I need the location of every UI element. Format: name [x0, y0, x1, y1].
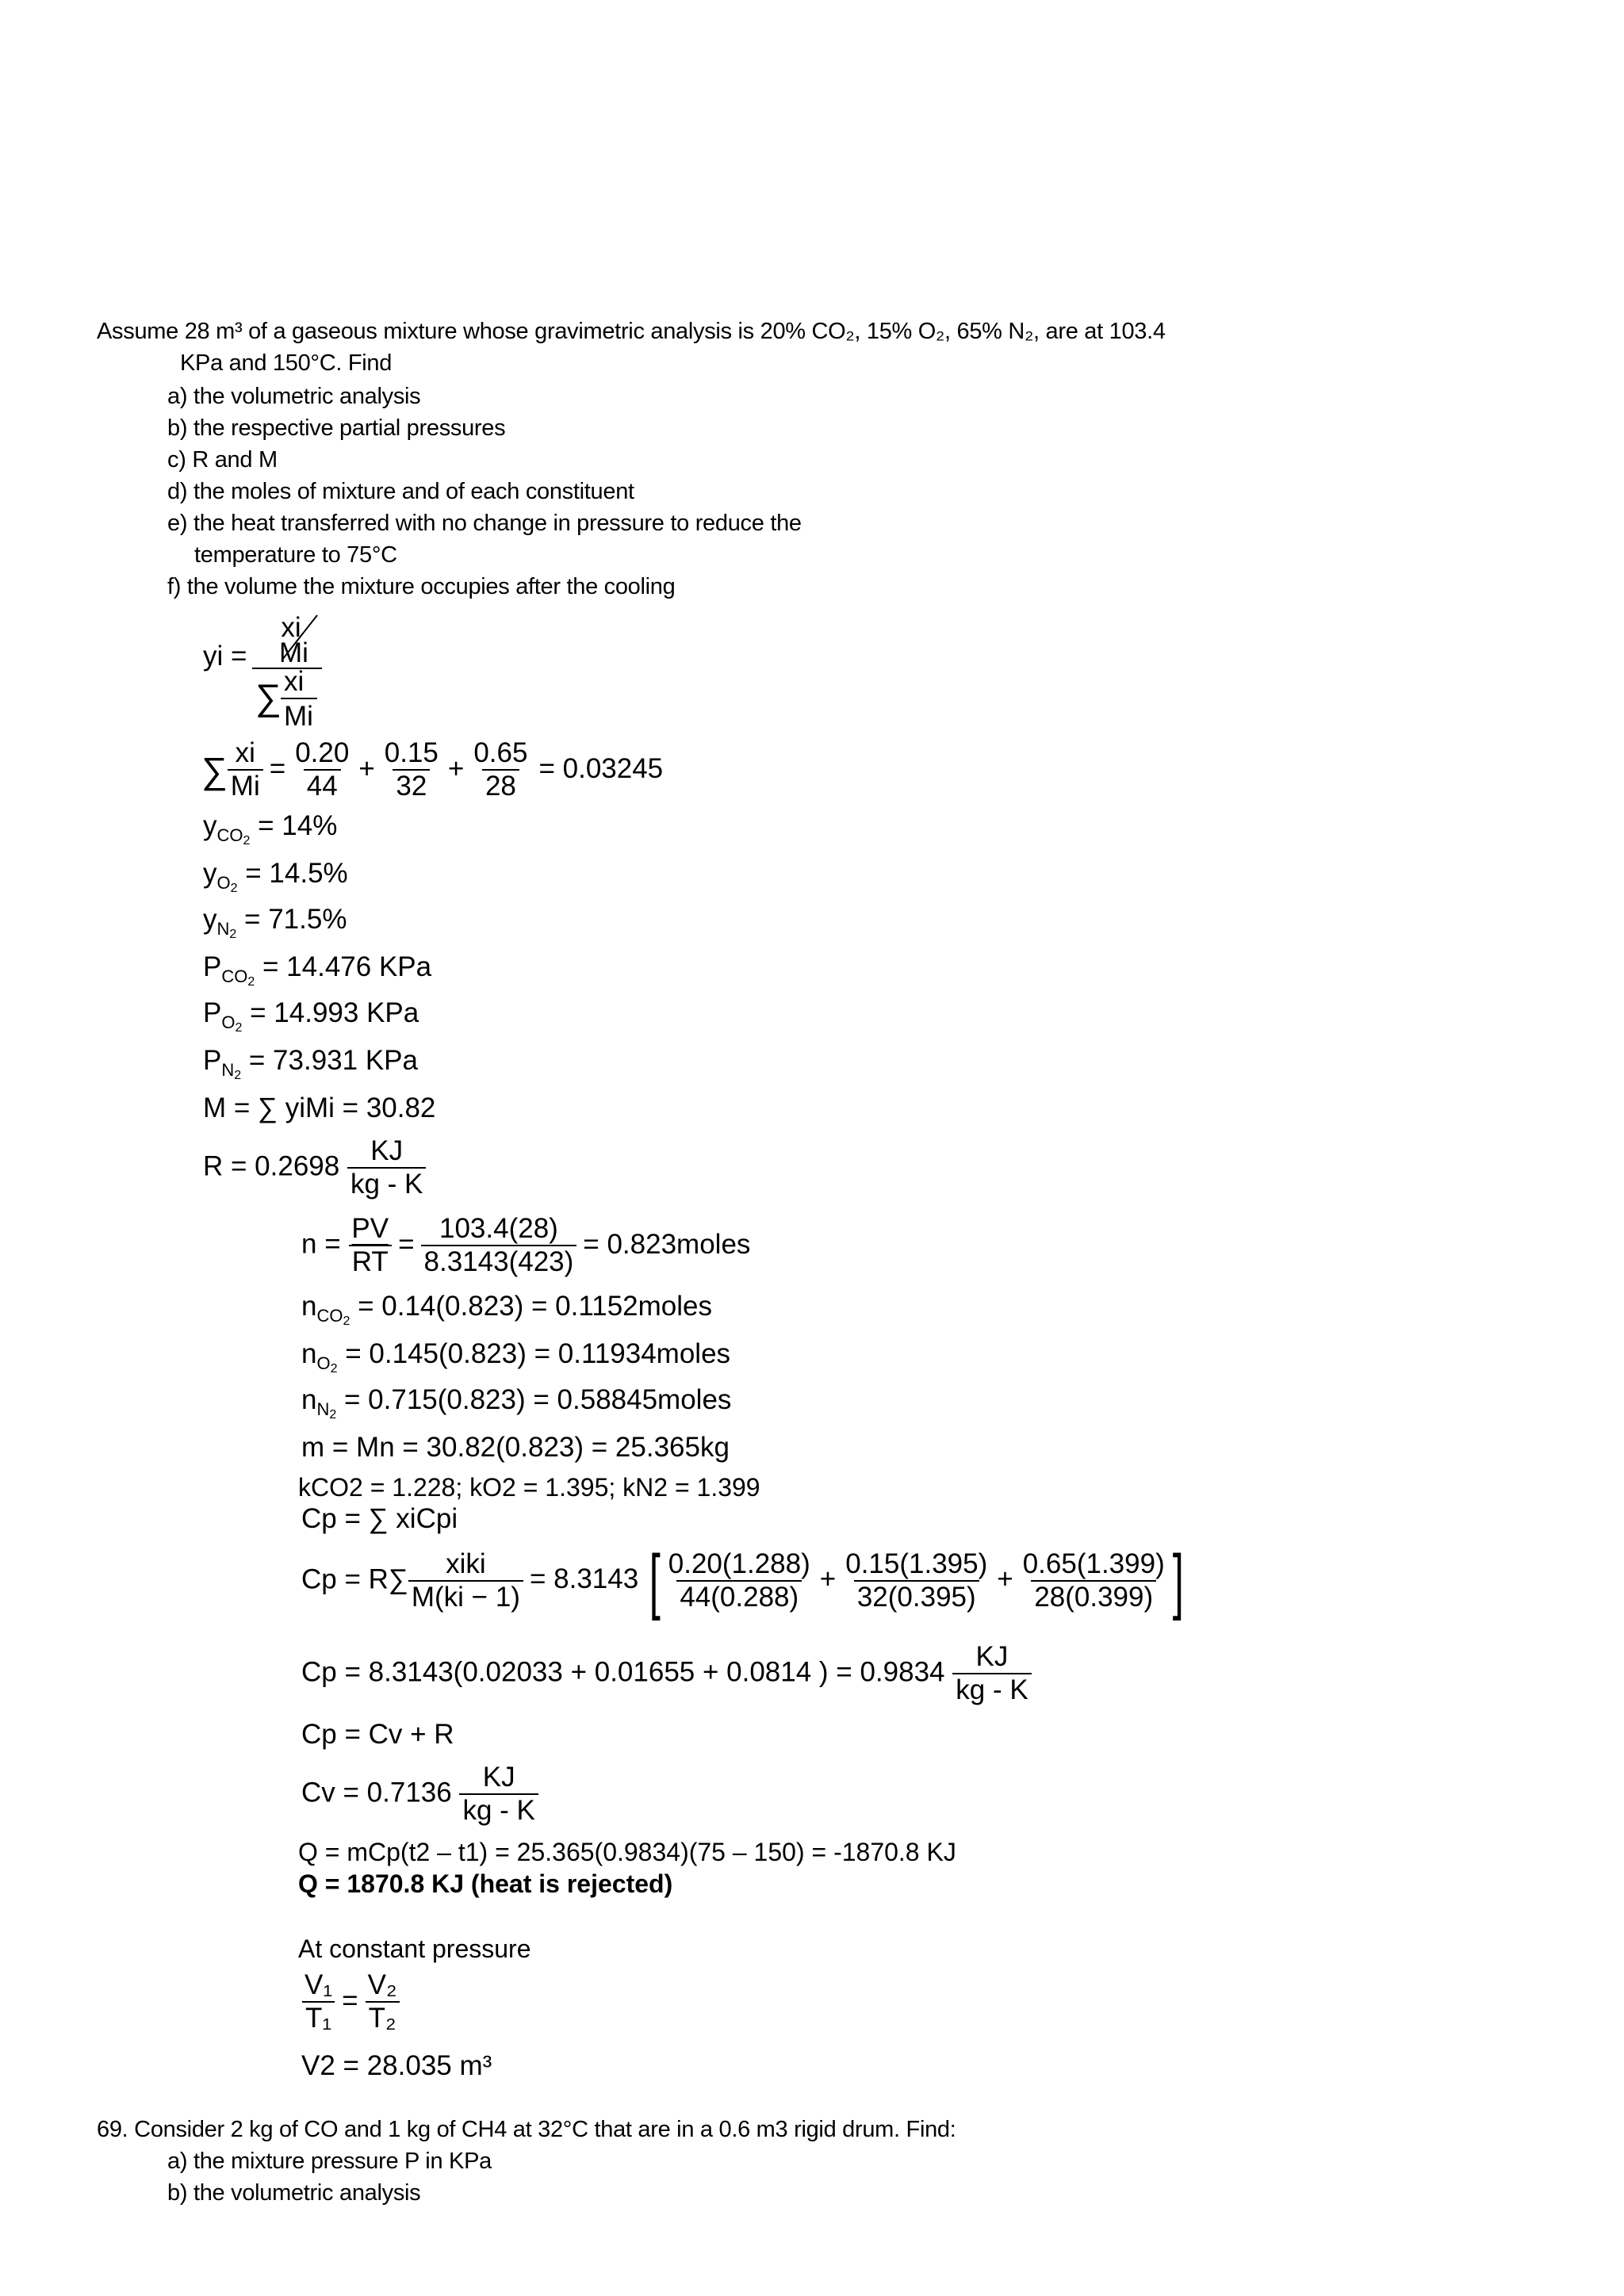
sum-sign: ∑ — [201, 749, 228, 791]
problem-intro-cont: KPa and 150°C. Find — [180, 350, 393, 376]
next-problem-item-a: a) the mixture pressure P in KPa — [167, 2149, 492, 2174]
p-o2: $P_{O_2} = 14.993$ KPa — [203, 997, 419, 1035]
problem-item-f: f) the volume the mixture occupies after the cooling — [167, 574, 676, 599]
m-line: M = ∑ yiMi = 30.82 — [203, 1093, 436, 1123]
yi-xi-bottom: xi — [284, 666, 304, 697]
yi-sum-sign: ∑ — [255, 676, 282, 718]
yi-lhs: yi = — [203, 641, 247, 672]
y-co2: $y_{CO_2} = 14\%$ — [203, 810, 338, 848]
problem-item-c: c) R and M — [167, 447, 278, 473]
n-n2: $n_{N_2} = 0.715(0.823)$ = 0.58845moles — [301, 1384, 732, 1422]
cp-formula: Cp = R∑ $\frac{\text{xiki}}{M(ki - 1)}$ = 8.3143 [ $\frac{0.20(1.288)}{44(0.288)}$ + $\frac{0.15(1.395)}{32(0.395)}$ + $\frac{0.65(1.399)}{28(0.399)}$ ] — [301, 1540, 1184, 1621]
constant-pressure-label: At constant pressure — [298, 1934, 531, 1963]
y-o2: $y_{O_2} = 14.5\%$ — [203, 858, 348, 895]
q-result: Q = 1870.8 KJ (heat is rejected) — [298, 1869, 673, 1898]
problem-item-d: d) the moles of mixture and of each constituent — [167, 479, 634, 504]
yi-mi-bottom: Mi — [284, 701, 313, 732]
problem-item-b: b) the respective partial pressures — [167, 415, 506, 441]
cp-value: Cp = 8.3143(0.02033 + 0.01655 + 0.0814 ) = 0.9834 $\frac{KJ}{kg - K}$ — [301, 1641, 1032, 1707]
n-line: n = $\frac{PV}{RT}$ = $\frac{103.4(28)}{8.3143(423)}$ = 0.823moles — [301, 1213, 751, 1278]
sum-line: ∑ $\frac{xi}{Mi}$ = $\frac{0.20}{44}$ + $\frac{0.15}{32}$ + $\frac{0.65}{28}$ = 0.03245 — [201, 737, 664, 802]
yi-xi: xi — [281, 612, 301, 643]
next-problem-item-b: b) the volumetric analysis — [167, 2180, 421, 2206]
r-line: R = 0.2698 $\frac{KJ}{kg - K}$ — [203, 1135, 426, 1201]
n-co2: $n_{CO_2} = 0.14(0.823)$ = 0.1152moles — [301, 1291, 712, 1328]
yi-inner-bar — [281, 698, 317, 699]
charles-law: $\frac{\text{V₁}}{\text{T₁}}$ = $\frac{\text{V₂}}{\text{T₂}}$ — [301, 1969, 400, 2035]
next-problem: 69. Consider 2 kg of CO and 1 kg of CH4 at 32°C that are in a 0.6 m3 rigid drum. Find: — [97, 2117, 956, 2142]
p-co2: $P_{CO_2} = 14.476$ KPa — [203, 951, 432, 989]
q-line: Q = mCp(t2 – t1) = 25.365(0.9834)(75 – 150) = -1870.8 KJ — [298, 1838, 956, 1866]
problem-item-a: a) the volumetric analysis — [167, 384, 421, 409]
cv-value: Cv = 0.7136 $\frac{KJ}{kg - K}$ — [301, 1762, 538, 1827]
y-n2: $y_{N_2} = 71.5\%$ — [203, 904, 347, 941]
cp-def: Cp = ∑ xiCpi — [301, 1503, 458, 1534]
n-o2: $n_{O_2} = 0.145(0.823)$ = 0.11934moles — [301, 1338, 731, 1376]
p-n2: $P_{N_2} = 73.931$ KPa — [203, 1045, 418, 1082]
k-line: kCO2 = 1.228; kO2 = 1.395; kN2 = 1.399 — [298, 1473, 760, 1502]
problem-item-e: e) the heat transferred with no change in pressure to reduce the — [167, 511, 802, 536]
mass-line: m = Mn = 30.82(0.823) = 25.365kg — [301, 1432, 730, 1463]
v2-result: V2 = 28.035 m³ — [301, 2050, 492, 2081]
problem-intro: Assume 28 m³ of a gaseous mixture whose gravimetric analysis is 20% CO₂, 15% O₂, 65% N₂, are at 103.4 — [97, 319, 1166, 344]
cp-cv: Cp = Cv + R — [301, 1719, 454, 1750]
yi-mi-top: Mi — [279, 637, 308, 668]
problem-item-e-cont: temperature to 75°C — [194, 542, 397, 568]
